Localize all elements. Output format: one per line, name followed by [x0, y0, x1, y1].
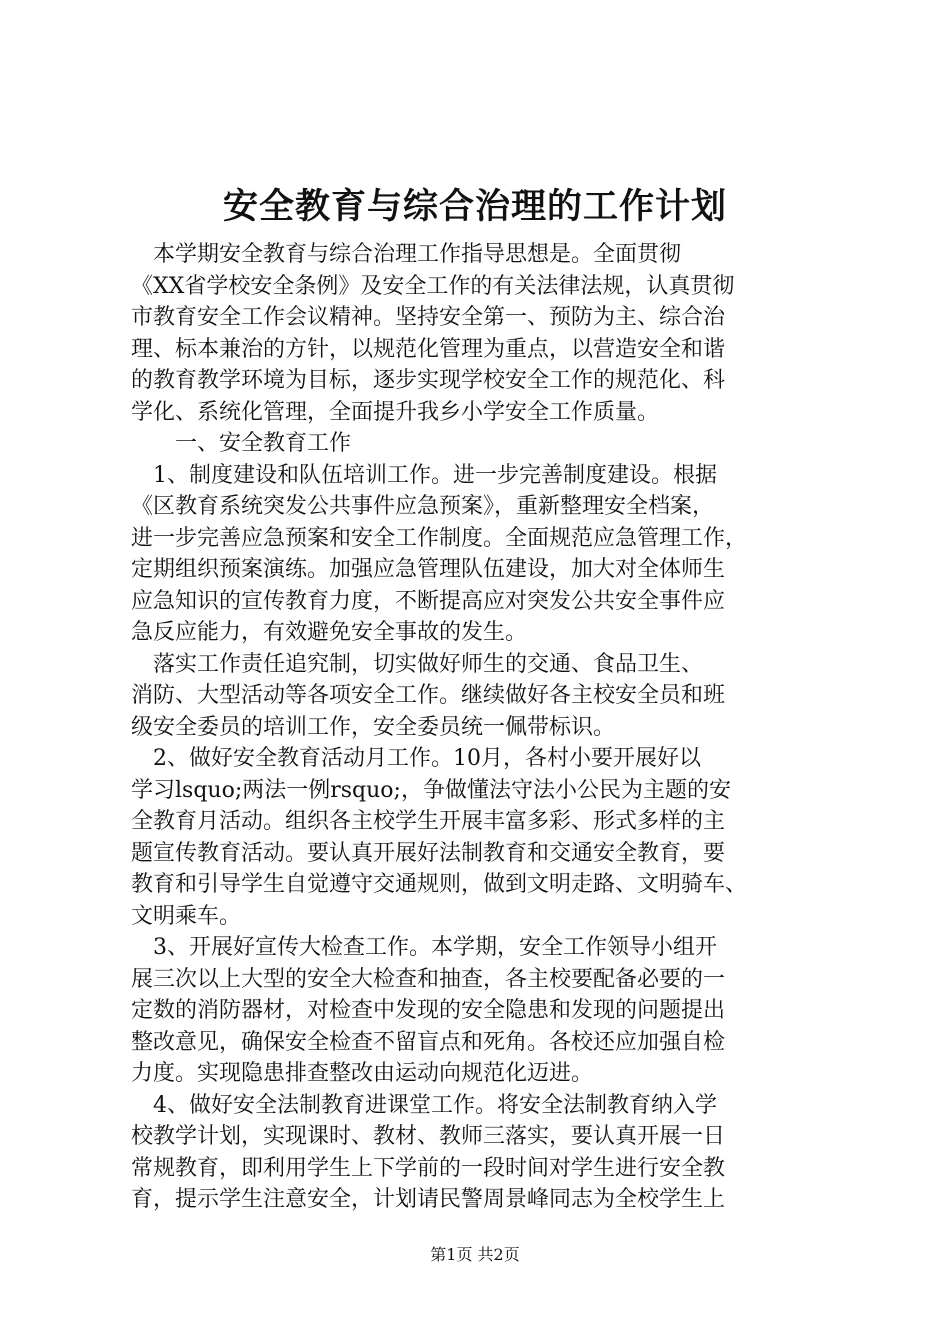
body-line: 育，提示学生注意安全，计划请民警周景峰同志为全校学生上: [131, 1187, 726, 1212]
body-line: 整改意见，确保安全检查不留盲点和死角。各校还应加强自检: [131, 1029, 726, 1055]
body-line: 进一步完善应急预案和安全工作制度。全面规范应急管理工作，: [131, 525, 748, 551]
body-line: 2、做好安全教育活动月工作。10月，各村小要开展好以: [131, 746, 701, 771]
body-line: 展三次以上大型的安全大检查和抽查，各主校要配备必要的一: [131, 966, 726, 992]
body-line: 常规教育，即利用学生上下学前的一段时间对学生进行安全教: [131, 1155, 726, 1181]
body-line: 《XX省学校安全条例》及安全工作的有关法律法规，认真贯彻: [131, 273, 735, 299]
body-line: 定数的消防器材，对检查中发现的安全隐患和发现的问题提出: [131, 998, 726, 1023]
body-line: 理、标本兼治的方针，以规范化管理为重点，以营造安全和谐: [131, 336, 726, 362]
body-line: 1、制度建设和队伍培训工作。进一步完善制度建设。根据: [131, 462, 717, 488]
body-line: 3、开展好宣传大检查工作。本学期，安全工作领导小组开: [131, 935, 717, 960]
body-line: 的教育教学环境为目标，逐步实现学校安全工作的规范化、科: [131, 368, 726, 393]
body-line: 《区教育系统突发公共事件应急预案》，重新整理安全档案，: [131, 494, 715, 519]
body-line: 教育和引导学生自觉遵守交通规则，做到文明走路、文明骑车、: [131, 872, 748, 897]
page-number-footer: 第1页 共2页: [430, 1245, 520, 1264]
body-line: 全教育月活动。组织各主校学生开展丰富多彩、形式多样的主: [131, 809, 726, 834]
body-line: 文明乘车。: [131, 903, 242, 929]
body-line: 落实工作责任追究制，切实做好师生的交通、食品卫生、: [131, 651, 704, 677]
body-line: 题宣传教育活动。要认真开展好法制教育和交通安全教育，要: [131, 840, 726, 866]
body-line: 应急知识的宣传教育力度，不断提高应对突发公共安全事件应: [131, 588, 726, 614]
document-body: [131, 239, 831, 1216]
document-title: 安全教育与综合治理的工作计划: [222, 186, 727, 227]
body-line: 消防、大型活动等各项安全工作。继续做好各主校安全员和班: [131, 683, 726, 708]
body-line: 学化、系统化管理，全面提升我乡小学安全工作质量。: [131, 399, 660, 425]
body-line: 本学期安全教育与综合治理工作指导思想是。全面贯彻: [131, 242, 682, 267]
body-line: 4、做好安全法制教育进课堂工作。将安全法制教育纳入学: [131, 1092, 717, 1118]
body-line: 急反应能力，有效避免安全事故的发生。: [131, 620, 528, 645]
body-line: 级安全委员的培训工作，安全委员统一佩带标识。: [131, 714, 616, 740]
body-line: 力度。实现隐患排查整改由运动向规范化迈进。: [131, 1061, 594, 1086]
section-heading: 一、安全教育工作: [131, 431, 352, 456]
body-line: 校教学计划，实现课时、教材、教师三落实，要认真开展一日: [131, 1124, 726, 1149]
body-line: 市教育安全工作会议精神。坚持安全第一、预防为主、综合治: [131, 305, 726, 330]
body-line: 定期组织预案演练。加强应急管理队伍建设，加大对全体师生: [131, 557, 726, 582]
body-line: 学习lsquo;两法一例rsquo;，争做懂法守法小公民为主题的安: [131, 777, 731, 803]
